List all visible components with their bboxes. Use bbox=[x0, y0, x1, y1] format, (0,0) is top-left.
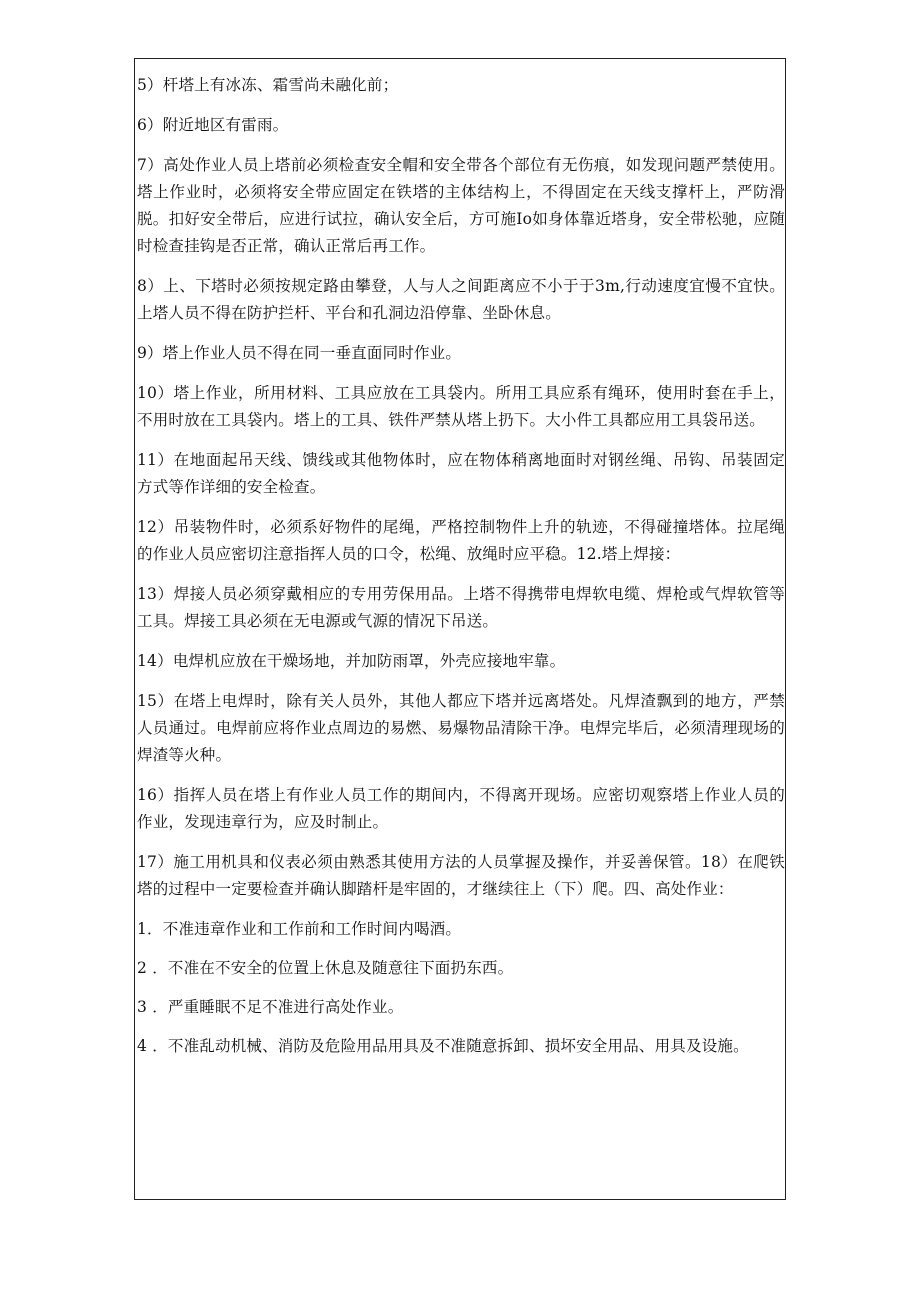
paragraph-item-13: 13）焊接人员必须穿戴相应的专用劳保用品。上塔不得携带电焊软电缆、焊枪或气焊软管等工具。焊接工具必须在无电源或气源的情况下吊送。 bbox=[137, 585, 785, 630]
paragraph-item-6: 6）附近地区有雷雨。 bbox=[137, 116, 289, 134]
paragraph-item-11: 11）在地面起吊天线、馈线或其他物体时，应在物体稍离地面时对钢丝绳、吊钩、吊装固定方式等作详细的安全检查。 bbox=[137, 451, 785, 496]
paragraph-item-15: 15）在塔上电焊时，除有关人员外，其他人都应下塔并远离塔处。凡焊渣飘到的地方，严禁人员通过。电焊前应将作业点周边的易燃、易爆物品清除干净。电焊完毕后，必须清理现场的焊渣等火种。 bbox=[137, 692, 785, 764]
rule-item-3: 3 ．严重睡眠不足不准进行高处作业。 bbox=[137, 998, 404, 1016]
paragraph-item-7: 7）高处作业人员上塔前必须检查安全帽和安全带各个部位有无伤痕，如发现问题严禁使用。塔上作业时，必须将安全带应固定在铁塔的主体结构上，不得固定在天线支撑杆上，严防滑脱。扣好安全带后，应进行试拉，确认安全后，方可施Io如身体靠近塔身，安全带松驰，应随时检查挂钩是否正常，确认正常后再工作。 bbox=[137, 156, 785, 255]
rule-item-4: 4 ．不准乱动机械、消防及危险用品用具及不准随意拆卸、损坏安全用品、用具及设施。 bbox=[137, 1037, 749, 1055]
paragraph-item-17-18: 17）施工用机具和仪表必须由熟悉其使用方法的人员掌握及操作，并妥善保管。18）在爬铁塔的过程中一定要检查并确认脚踏杆是牢固的，才继续往上（下）爬。四、高处作业： bbox=[137, 853, 785, 898]
paragraph-item-12: 12）吊装物件时，必须系好物件的尾绳，严格控制物件上升的轨迹，不得碰撞塔体。拉尾绳的作业人员应密切注意指挥人员的口令，松绳、放绳时应平稳。12.塔上焊接： bbox=[137, 518, 785, 563]
paragraph-item-10: 10）塔上作业，所用材料、工具应放在工具袋内。所用工具应系有绳环，使用时套在手上，不用时放在工具袋内。塔上的工具、铁件严禁从塔上扔下。大小件工具都应用工具袋吊送。 bbox=[137, 384, 785, 429]
paragraph-item-9: 9）塔上作业人员不得在同一垂直面同时作业。 bbox=[137, 344, 462, 362]
document-body bbox=[137, 72, 785, 1072]
rule-item-1: 1．不准违章作业和工作前和工作时间内喝酒。 bbox=[137, 920, 462, 938]
paragraph-item-5: 5）杆塔上有冰冻、霜雪尚未融化前； bbox=[137, 76, 399, 94]
document-table-frame bbox=[134, 58, 786, 1200]
rule-item-2: 2 ．不准在不安全的位置上休息及随意往下面扔东西。 bbox=[137, 959, 514, 977]
paragraph-item-14: 14）电焊机应放在干燥场地，并加防雨罩，外壳应接地牢靠。 bbox=[137, 652, 566, 670]
paragraph-item-16: 16）指挥人员在塔上有作业人员工作的期间内，不得离开现场。应密切观察塔上作业人员的作业，发现违章行为，应及时制止。 bbox=[137, 786, 785, 831]
paragraph-item-8: 8）上、下塔时必须按规定路由攀登，人与人之间距离应不小于于3m,行动速度宜慢不宜快。上塔人员不得在防护拦杆、平台和孔洞边沿停靠、坐卧休息。 bbox=[137, 277, 785, 322]
